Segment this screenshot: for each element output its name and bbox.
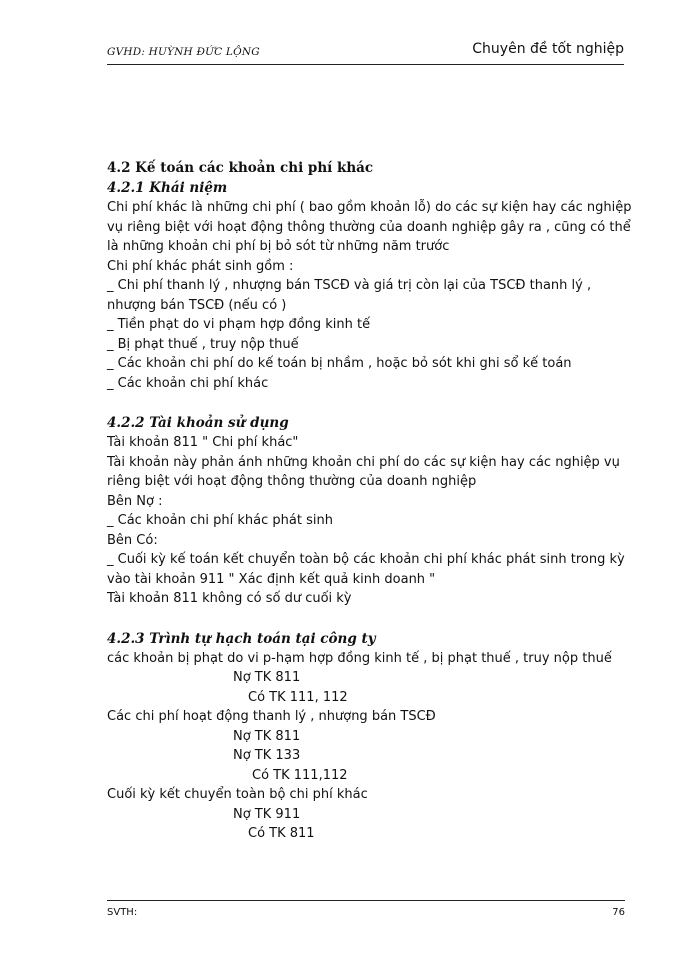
section-title: 4.2 Kế toán các khoản chi phí khác (107, 160, 374, 176)
debit-entry: Nợ TK 133 (233, 748, 301, 763)
account-line: Tài khoản này phản ánh những khoản chi phí do các sự kiện hay các nghiệp vụ (107, 454, 620, 470)
account-line: Tài khoản 811 không có số dư cuối kỳ (107, 591, 352, 606)
spacer (107, 393, 625, 413)
page-header (107, 40, 624, 65)
procedure-case: Các chi phí hoạt động thanh lý , nhượng bán TSCĐ (107, 709, 436, 724)
procedure-title: 4.2.3 Trình tự hạch toán tại công ty (107, 630, 376, 647)
concept-title: 4.2.1 Khái niệm (107, 180, 228, 196)
account-title: 4.2.2 Tài khoản sử dụng (107, 415, 289, 431)
concept-line: _ Các khoản chi phí khác (107, 375, 269, 391)
student-label: SVTH: (107, 907, 138, 918)
page-content (107, 158, 632, 844)
concept-line: _ Bị phạt thuế , truy nộp thuế (107, 336, 299, 352)
credit-entry: Có TK 111,112 (252, 767, 348, 783)
advisor-name: GVHD: HUỲNH ĐỨC LỘNG (107, 46, 260, 58)
account-line: _ Các khoản chi phí khác phát sinh (107, 513, 333, 528)
debit-entry: Nợ TK 911 (233, 806, 301, 822)
account-line: Bên Nợ : (107, 493, 163, 509)
concept-line: Chi phí khác phát sinh gồm : (107, 258, 294, 274)
credit-entry: Có TK 111, 112 (248, 689, 348, 705)
account-line: _ Cuối kỳ kế toán kết chuyển toàn bộ các khoản chi phí khác phát sinh trong kỳ (107, 552, 625, 567)
procedure-case: Cuối kỳ kết chuyển toàn bộ chi phí khác (107, 787, 368, 802)
credit-entry: Có TK 811 (248, 826, 315, 841)
concept-line: _ Tiền phạt do vi phạm hợp đồng kinh tế (107, 317, 371, 332)
page-footer (107, 900, 625, 918)
concept-line: là những khoản chi phí bị bỏ sót từ những năm trước (107, 239, 450, 254)
concept-line: Chi phí khác là những chi phí ( bao gồm khoản lỗ) do các sự kiện hay các nghiệp (107, 200, 632, 215)
concept-line: _ Chi phí thanh lý , nhượng bán TSCĐ và giá trị còn lại của TSCĐ thanh lý , (107, 278, 592, 293)
account-line: riêng biệt với hoạt động thông thường của doanh nghiệp (107, 474, 477, 489)
account-line: Tài khoản 811 " Chi phí khác" (107, 435, 299, 450)
debit-entry: Nợ TK 811 (233, 728, 301, 744)
concept-line: nhượng bán TSCĐ (nếu có ) (107, 297, 287, 313)
spacer (107, 609, 625, 629)
debit-entry: Nợ TK 811 (233, 670, 301, 685)
concept-line: vụ riêng biệt với hoạt động thông thường của doanh nghiệp gây ra , cũng có thể (107, 219, 631, 235)
page-number: 76 (612, 907, 625, 918)
account-line: vào tài khoản 911 " Xác định kết quả kinh doanh " (107, 571, 436, 587)
document-title: Chuyên đề tốt nghiệp (472, 41, 624, 57)
account-line: Bên Có: (107, 532, 158, 548)
procedure-case: các khoản bị phạt do vi p-hạm hợp đồng kinh tế , bị phạt thuế , truy nộp thuế (107, 650, 612, 666)
concept-line: _ Các khoản chi phí do kế toán bị nhầm , hoặc bỏ sót khi ghi sổ kế toán (107, 356, 572, 371)
